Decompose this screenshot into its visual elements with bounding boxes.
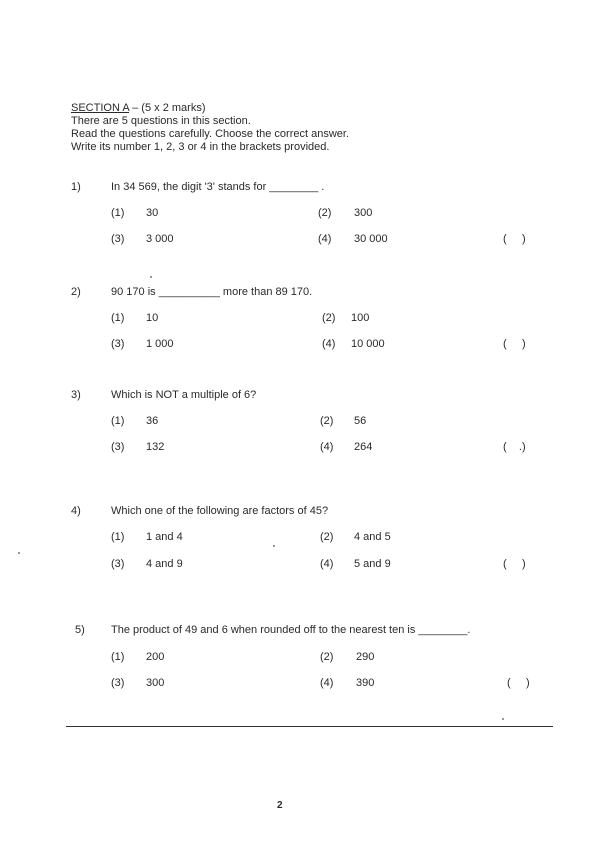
option-label: (3) [111, 338, 125, 350]
option-value: 200 [146, 651, 165, 663]
option-value: 1 000 [146, 338, 174, 350]
option-label: (1) [111, 312, 125, 324]
question-text: The product of 49 and 6 when rounded off to the nearest ten is ________. [111, 624, 471, 636]
instruction-line: Read the questions carefully. Choose the correct answer. [71, 128, 350, 140]
instruction-line: There are 5 questions in this section. [71, 115, 251, 127]
instruction-line: Write its number 1, 2, 3 or 4 in the brackets provided. [71, 141, 330, 153]
option-label: (4) [320, 441, 334, 453]
answer-bracket[interactable]: ( ) [507, 677, 530, 689]
option-label: (2) [318, 207, 332, 219]
option-label: (1) [111, 415, 125, 427]
option-value: 1 and 4 [146, 531, 183, 543]
option-label: (2) [320, 415, 334, 427]
option-value: 264 [354, 441, 373, 453]
option-label: (4) [322, 338, 336, 350]
answer-bracket[interactable]: ( ) [503, 338, 526, 350]
option-value: 56 [354, 415, 367, 427]
section-divider [66, 726, 553, 727]
answer-bracket[interactable]: ( .) [503, 441, 526, 453]
option-value: 132 [146, 441, 165, 453]
option-value: 10 [146, 312, 159, 324]
option-value: 100 [351, 312, 370, 324]
question-text: 90 170 is __________ more than 89 170. [111, 286, 313, 298]
option-value: 30 [146, 207, 159, 219]
option-label: (3) [111, 677, 125, 689]
option-label: (4) [318, 233, 332, 245]
scan-speck [502, 718, 504, 720]
option-label: (3) [111, 441, 125, 453]
answer-bracket[interactable]: ( ) [503, 558, 526, 570]
question-number: 3) [71, 389, 81, 401]
question-text: In 34 569, the digit '3' stands for ________ . [111, 181, 325, 193]
option-value: 290 [356, 651, 375, 663]
question-number: 1) [71, 181, 81, 193]
question-number: 5) [75, 624, 85, 636]
option-value: 4 and 9 [146, 558, 183, 570]
option-value: 10 000 [351, 338, 385, 350]
scan-speck [150, 276, 152, 278]
option-label: (2) [322, 312, 336, 324]
option-value: 5 and 9 [354, 558, 391, 570]
section-marks: – (5 x 2 marks) [129, 102, 206, 114]
option-value: 300 [146, 677, 165, 689]
option-label: (3) [111, 558, 125, 570]
option-value: 300 [354, 207, 373, 219]
scan-speck [273, 545, 275, 547]
option-label: (4) [320, 677, 334, 689]
scan-speck [18, 552, 20, 554]
question-number: 4) [71, 505, 81, 517]
section-heading [71, 102, 205, 115]
option-label: (2) [320, 651, 334, 663]
answer-bracket[interactable]: ( ) [503, 233, 526, 245]
question-number: 2) [71, 286, 81, 298]
option-label: (1) [111, 207, 125, 219]
section-title: SECTION A [71, 102, 130, 114]
option-label: (1) [111, 651, 125, 663]
option-value: 3 000 [146, 233, 174, 245]
question-text: Which one of the following are factors of 45? [111, 505, 329, 517]
option-value: 30 000 [354, 233, 388, 245]
option-label: (1) [111, 531, 125, 543]
option-value: 390 [356, 677, 375, 689]
page-number: 2 [277, 800, 283, 811]
option-label: (3) [111, 233, 125, 245]
question-text: Which is NOT a multiple of 6? [111, 389, 257, 401]
option-label: (2) [320, 531, 334, 543]
option-value: 36 [146, 415, 159, 427]
option-label: (4) [320, 558, 334, 570]
option-value: 4 and 5 [354, 531, 391, 543]
